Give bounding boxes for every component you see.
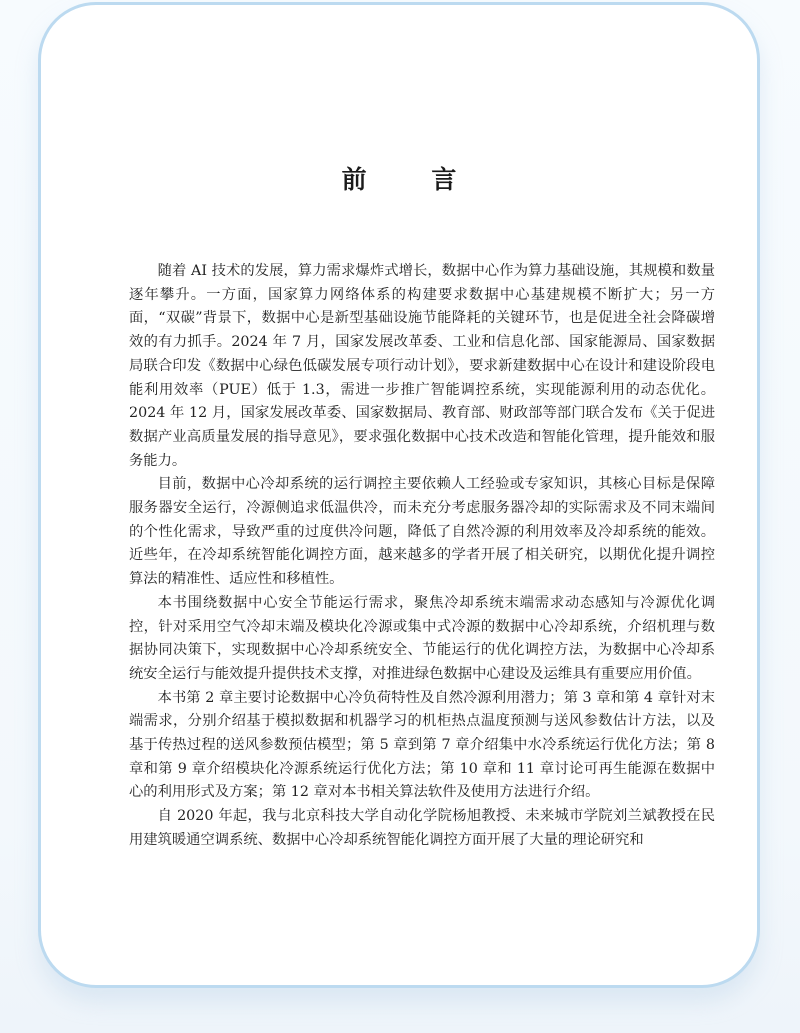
paragraph: 目前，数据中心冷却系统的运行调控主要依赖人工经验或专家知识，其核心目标是保障服务器安全运行，冷源侧追求低温供冷，而未充分考虑服务器冷却的实际需求及不同末端间的个性化需求，导致严重的过度供冷问题，降低了自然冷源的利用效率及冷却系统的能效。近些年，在冷却系统智能化调控方面，越来越多的学者开展了相关研究，以期优化提升调控算法的精准性、适应性和移植性。 bbox=[129, 476, 715, 588]
paragraph: 自 2020 年起，我与北京科技大学自动化学院杨旭教授、未来城市学院刘兰斌教授在民用建筑暖通空调系统、数据中心冷却系统智能化调控方面开展了大量的理论研究和 bbox=[129, 808, 715, 848]
paragraph: 本书围绕数据中心安全节能运行需求，聚焦冷却系统末端需求动态感知与冷源优化调控，针对采用空气冷却末端及模块化冷源或集中式冷源的数据中心冷却系统，介绍机理与数据协同决策下，实现数据中心冷却系统安全、节能运行的优化调控方法，为数据中心冷却系统安全运行与能效提升提供技术支撑，对推进绿色数据中心建设及运维具有重要应用价值。 bbox=[129, 594, 715, 682]
preface-body bbox=[129, 260, 715, 853]
page-card bbox=[38, 2, 760, 988]
paragraph: 随着 AI 技术的发展，算力需求爆炸式增长，数据中心作为算力基础设施，其规模和数量逐年攀升。一方面，国家算力网络体系的构建要求数据中心基建规模不断扩大；另一方面，“双碳”背景下，数据中心是新型基础设施节能降耗的关键环节，也是促进全社会降碳增效的有力抓手。2024 年 7 月，国家发展改革委、工业和信息化部、国家能源局、国家数据局联合印发《数据中心绿色低碳发展专项行动计划》，要求新建数据中心在设计和建设阶段电能利用效率（PUE）低于 1.3，需进一步推广智能调控系统，实现能源利用的动态优化。2024 年 12 月，国家发展改革委、国家数据局、教育部、财政部等部门联合发布《关于促进数据产业高质量发展的指导意见》，要求强化数据中心技术改造和智能化管理，提升能效和服务能力。 bbox=[129, 263, 715, 469]
paragraph: 本书第 2 章主要讨论数据中心冷负荷特性及自然冷源利用潜力；第 3 章和第 4 章针对末端需求，分别介绍基于模拟数据和机器学习的机柜热点温度预测与送风参数估计方法，以及基于传热过程的送风参数预估模型；第 5 章到第 7 章介绍集中水冷系统运行优化方法；第 8 章和第 9 章介绍模块化冷源系统运行优化方法；第 10 章和 11 章讨论可再生能源在数据中心的利用形式及方案；第 12 章对本书相关算法软件及使用方法进行介绍。 bbox=[129, 689, 715, 801]
page-title: 前 言 bbox=[341, 165, 485, 194]
